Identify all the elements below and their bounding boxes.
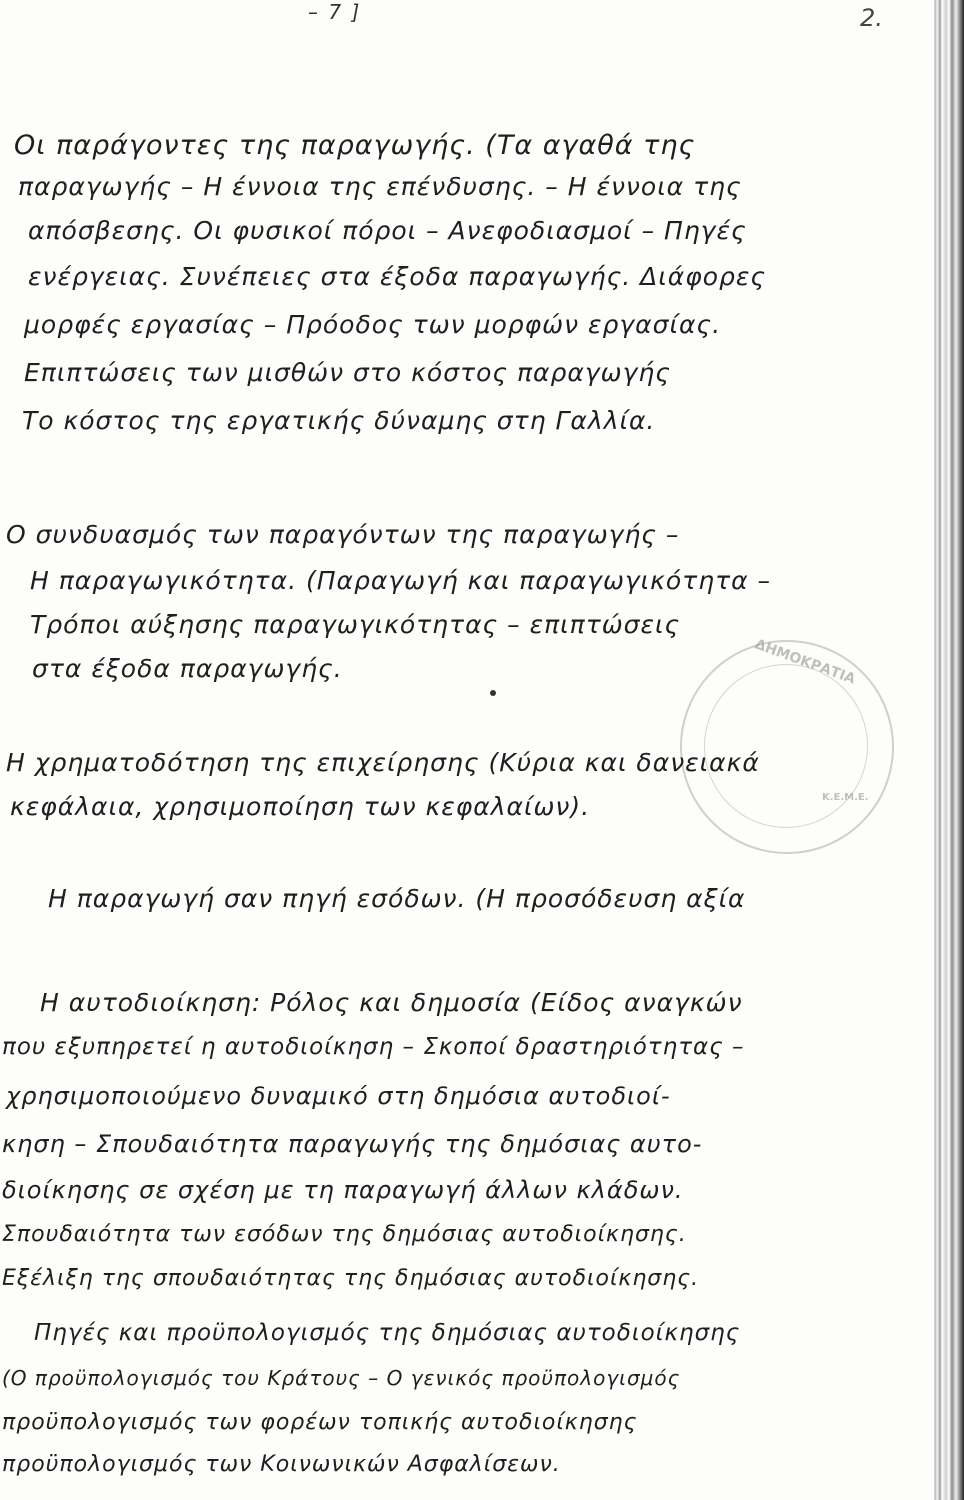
section-1-line-1: Οι παράγοντες της παραγωγής. (Τα αγαθά της [14, 130, 696, 161]
section-1-line-4: ενέργειας. Συνέπειες στα έξοδα παραγωγής. Διάφορες [28, 262, 767, 291]
section-6-line-1: Πηγές και προϋπολογισμός της δημόσιας αυτοδιοίκησης [34, 1320, 741, 1346]
section-2-line-1: Ο συνδυασμός των παραγόντων της παραγωγής – [6, 520, 680, 549]
section-5-line-5: διοίκησης σε σχέση με τη παραγωγή άλλων κλάδων. [2, 1176, 684, 1204]
page-number: 2. [860, 4, 883, 32]
section-6-line-3: προϋπολογισμός των φορέων τοπικής αυτοδιοίκησης [2, 1410, 638, 1435]
section-2-line-3: Τρόποι αύξησης παραγωγικότητας – επιπτώσεις [30, 610, 681, 639]
section-3-line-1: Η χρηματοδότηση της επιχείρησης (Κύρια και δανειακά [6, 748, 760, 777]
section-5-line-6: Σπουδαιότητα των εσόδων της δημόσιας αυτοδιοίκησης. [2, 1222, 687, 1247]
section-5-line-1: Η αυτοδιοίκηση: Ρόλος και δημοσία (Είδος αναγκών [40, 988, 743, 1017]
section-6-line-4: προϋπολογισμός των Κοινωνικών Ασφαλίσεων. [2, 1452, 561, 1477]
ink-dot [490, 690, 496, 696]
faded-stamp: ΔΗΜΟΚΡΑΤΙΑ Κ.Ε.Μ.Ε. [680, 640, 894, 854]
section-6-line-2: (Ο προϋπολογισμός του Κράτους – Ο γενικός προϋπολογισμός [2, 1366, 681, 1390]
page-edge-stack [934, 0, 964, 1500]
section-3-line-2: κεφάλαια, χρησιμοποίηση των κεφαλαίων). [10, 792, 591, 821]
section-1-line-2: παραγωγής – Η έννοια της επένδυσης. – Η έννοια της [18, 172, 742, 201]
section-2-line-4: στα έξοδα παραγωγής. [32, 654, 343, 683]
section-1-line-5: μορφές εργασίας – Πρόοδος των μορφών εργασίας. [24, 310, 722, 339]
section-5-line-2: που εξυπηρετεί η αυτοδιοίκηση – Σκοποί δραστηριότητας – [2, 1034, 745, 1060]
section-4-line-1: Η παραγωγή σαν πηγή εσόδων. (Η προσόδευση αξία [48, 884, 746, 913]
section-1-line-6: Επιπτώσεις των μισθών στο κόστος παραγωγής [24, 358, 671, 387]
section-5-line-3: χρησιμοποιούμενο δυναμικό στη δημόσια αυτοδιοί- [6, 1082, 671, 1110]
section-1-line-3: απόσβεσης. Οι φυσικοί πόροι – Ανεφοδιασμοί – Πηγές [28, 216, 747, 245]
top-mark: – 7 ] [308, 0, 362, 24]
section-5-line-4: κηση – Σπουδαιότητα παραγωγής της δημόσιας αυτο- [2, 1130, 703, 1158]
section-5-line-7: Εξέλιξη της σπουδαιότητας της δημόσιας αυτοδιοίκησης. [2, 1266, 700, 1291]
section-1-line-7: Το κόστος της εργατικής δύναμης στη Γαλλία. [22, 406, 656, 435]
section-2-line-2: Η παραγωγικότητα. (Παραγωγή και παραγωγικότητα – [30, 566, 772, 595]
